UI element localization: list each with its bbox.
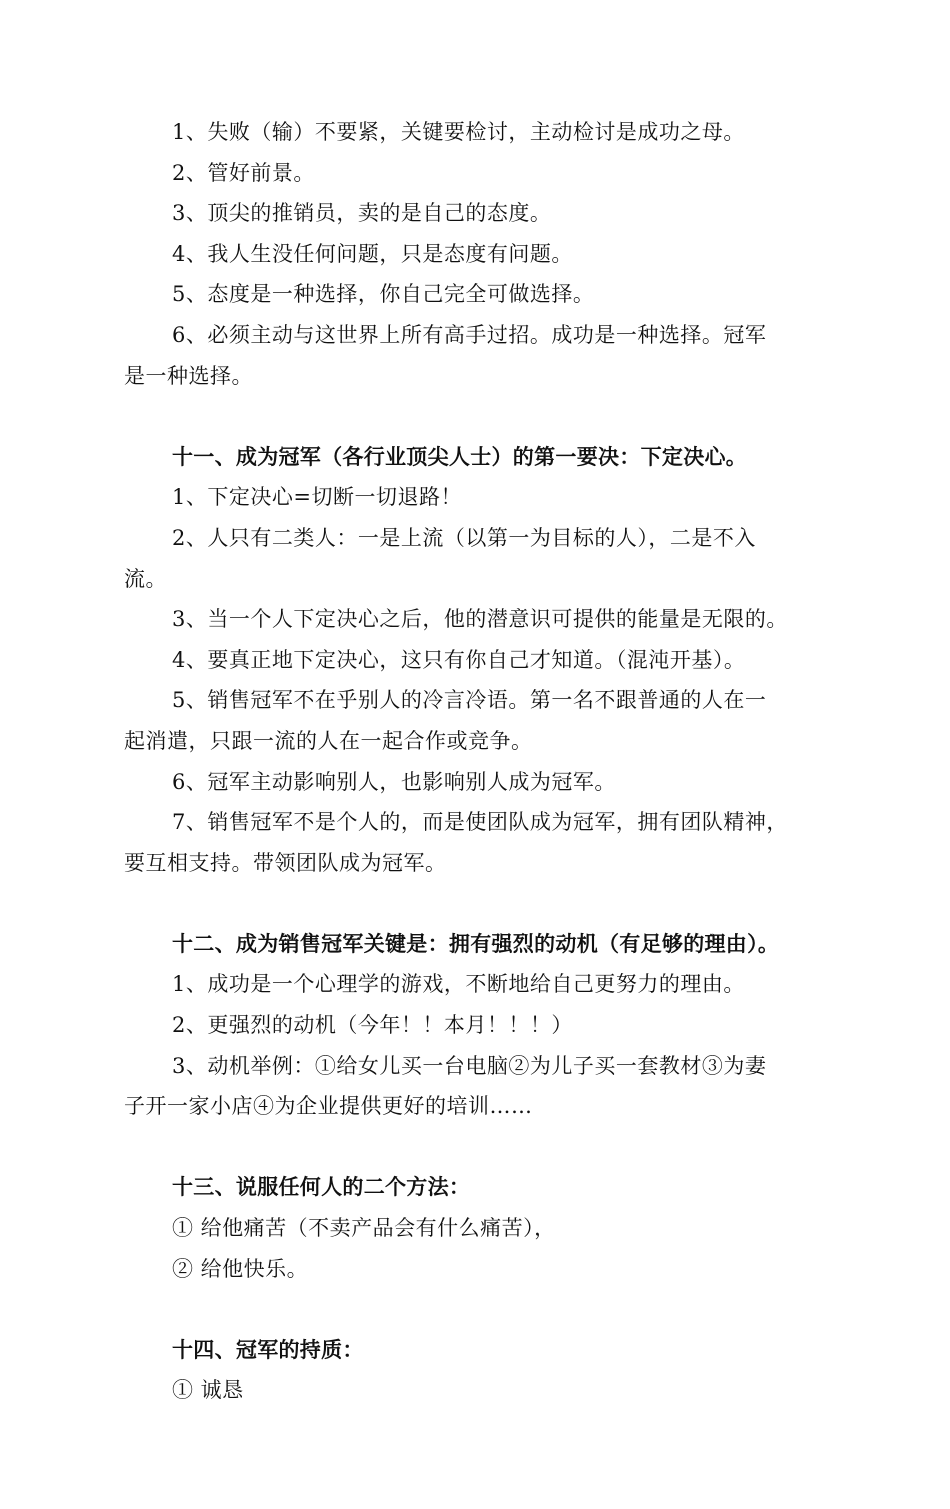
list-item: 6、冠军主动影响别人，也影响别人成为冠军。 (172, 769, 616, 794)
list-item: 3、顶尖的推销员，卖的是自己的态度。 (172, 201, 552, 226)
list-item: 7、销售冠军不是个人的，而是使团队成为冠军，拥有团队精神， (172, 810, 788, 835)
list-item: 4、我人生没任何问题，只是态度有问题。 (172, 241, 573, 266)
list-item: 2、管好前景。 (172, 160, 315, 185)
list-item: 5、态度是一种选择，你自己完全可做选择。 (172, 282, 595, 307)
list-item: 3、当一个人下定决心之后，他的潜意识可提供的能量是无限的。 (172, 607, 788, 632)
list-item: ② 给他快乐。 (172, 1256, 309, 1281)
list-item: ① 诚恳 (172, 1378, 244, 1403)
list-item-continuation: 是一种选择。 (124, 363, 253, 388)
paragraph-spacer (124, 396, 844, 437)
list-item: 4、要真正地下定决心，这只有你自己才知道。（混沌开基）。 (172, 647, 746, 672)
list-item: 1、下定决心=切断一切退路！ (172, 485, 462, 510)
section-heading: 十三、说服任何人的二个方法： (172, 1175, 471, 1200)
list-item: 2、人只有二类人：一是上流（以第一为目标的人），二是不入 (172, 525, 756, 550)
list-item: ① 给他痛苦（不卖产品会有什么痛苦）， (172, 1216, 556, 1241)
list-item: 2、更强烈的动机（今年！！本月！！！） (172, 1013, 573, 1038)
list-item: 1、成功是一个心理学的游戏，不断地给自己更努力的理由。 (172, 972, 745, 997)
section-heading: 十一、成为冠军（各行业顶尖人士）的第一要决：下定决心。 (172, 444, 748, 469)
list-item-continuation: 起消遣，只跟一流的人在一起合作或竞争。 (124, 728, 533, 753)
list-item: 3、动机举例：①给女儿买一台电脑②为儿子买一套教材③为妻 (172, 1053, 767, 1078)
list-item: 1、失败（输）不要紧，关键要检讨，主动检讨是成功之母。 (172, 120, 745, 144)
list-item-continuation: 流。 (124, 566, 167, 591)
list-item-continuation: 子开一家小店④为企业提供更好的培训…… (124, 1094, 533, 1119)
section-heading: 十二、成为销售冠军关键是：拥有强烈的动机（有足够的理由）。 (172, 931, 780, 956)
section-heading: 十四、冠军的持质： (172, 1337, 364, 1362)
list-item: 6、必须主动与这世界上所有高手过招。成功是一种选择。冠军 (172, 322, 767, 347)
section-11 (124, 437, 844, 884)
paragraph-spacer (124, 883, 844, 924)
paragraph-spacer (124, 1127, 844, 1168)
document-page (124, 112, 844, 1411)
section-10-list (124, 112, 844, 396)
section-12 (124, 924, 844, 1127)
section-13 (124, 1167, 844, 1289)
section-14 (124, 1330, 844, 1411)
list-item-continuation: 要互相支持。带领团队成为冠军。 (124, 850, 447, 875)
list-item: 5、销售冠军不在乎别人的冷言冷语。第一名不跟普通的人在一 (172, 688, 767, 713)
paragraph-spacer (124, 1289, 844, 1330)
